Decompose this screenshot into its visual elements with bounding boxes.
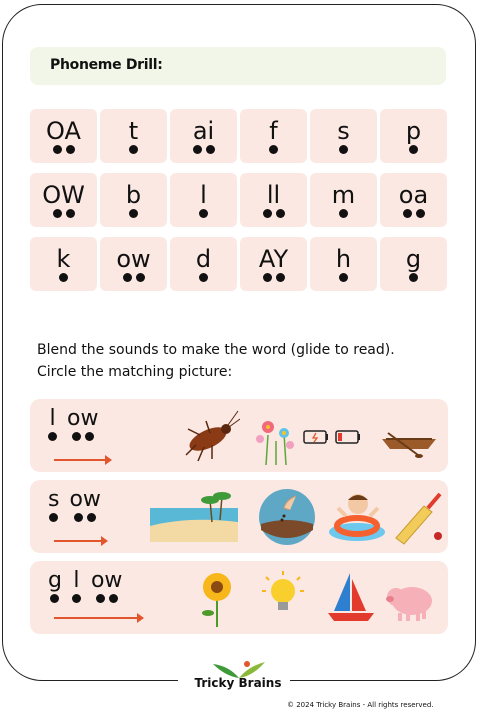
sound-dot — [53, 145, 62, 154]
phoneme-card — [100, 173, 167, 227]
sound-dot — [403, 209, 412, 218]
instruction-line-2: Circle the matching picture: — [37, 364, 233, 380]
low-battery-icon[interactable] — [302, 405, 366, 465]
sound-dot — [136, 273, 145, 282]
grapheme: k — [56, 244, 71, 273]
sound-dot — [72, 432, 81, 441]
sowing-seed-icon[interactable] — [256, 486, 318, 546]
sound-dot — [339, 209, 348, 218]
rowboat-icon[interactable] — [378, 405, 440, 465]
grapheme: g — [48, 568, 62, 593]
grapheme: oa — [398, 180, 429, 209]
sound-dot — [66, 209, 75, 218]
phoneme-card — [240, 173, 307, 227]
beach-icon[interactable] — [148, 486, 240, 546]
glide-arrow — [54, 617, 138, 619]
blend-segment — [48, 488, 59, 523]
grapheme: l — [73, 568, 80, 593]
cockroach-icon[interactable] — [178, 405, 240, 465]
grapheme: t — [128, 116, 139, 145]
phoneme-card — [30, 109, 97, 163]
sound-dot — [276, 209, 285, 218]
phoneme-card — [30, 237, 97, 291]
grapheme: g — [405, 244, 422, 273]
glide-arrow — [54, 459, 106, 461]
grapheme: s — [48, 487, 60, 512]
sunflower-icon[interactable] — [186, 567, 248, 627]
phoneme-card — [100, 109, 167, 163]
grapheme: ow — [69, 487, 101, 512]
leaf-icon — [209, 658, 269, 678]
copyright-text: © 2024 Tricky Brains - All rights reserved. — [287, 701, 434, 709]
boy-swim-ring-icon[interactable] — [326, 486, 388, 546]
grapheme: s — [337, 116, 350, 145]
lightbulb-icon[interactable] — [252, 567, 314, 627]
grapheme: p — [405, 116, 422, 145]
page-title: Phoneme Drill: — [50, 57, 163, 73]
grapheme: ai — [192, 116, 215, 145]
sound-dot — [409, 273, 418, 282]
sound-dot — [109, 594, 118, 603]
phoneme-card — [170, 109, 237, 163]
phoneme-card — [310, 237, 377, 291]
sound-dot — [339, 273, 348, 282]
sound-dot — [123, 273, 132, 282]
sound-dot — [59, 273, 68, 282]
grapheme: d — [195, 244, 212, 273]
blend-segment — [72, 569, 81, 604]
blend-row-low — [30, 399, 448, 472]
grapheme: f — [269, 116, 278, 145]
phoneme-grid — [30, 109, 448, 301]
sailboat-icon[interactable] — [320, 567, 382, 627]
sound-dot — [269, 145, 278, 154]
blend-segment — [67, 407, 98, 442]
blend-row-sow — [30, 480, 448, 553]
blend-segment — [91, 569, 122, 604]
sound-dot — [96, 594, 105, 603]
blend-row-glow — [30, 561, 448, 634]
phoneme-card — [30, 173, 97, 227]
phoneme-card — [380, 237, 447, 291]
sound-dot — [199, 273, 208, 282]
glide-arrow — [54, 540, 102, 542]
grapheme: AY — [258, 244, 289, 273]
grapheme: l — [200, 180, 207, 209]
sound-dot — [263, 273, 272, 282]
grapheme: ll — [266, 180, 281, 209]
phoneme-card — [310, 173, 377, 227]
grapheme: b — [125, 180, 142, 209]
sound-dot — [66, 145, 75, 154]
instructions — [37, 339, 457, 383]
blend-word — [48, 569, 122, 604]
grapheme: m — [331, 180, 356, 209]
blend-word — [48, 407, 98, 442]
phoneme-card — [240, 109, 307, 163]
phoneme-row — [30, 237, 448, 291]
sound-dot — [48, 432, 57, 441]
phoneme-card — [100, 237, 167, 291]
phoneme-card — [240, 237, 307, 291]
brand-logo — [183, 658, 293, 700]
brand-name: Tricky Brains — [194, 676, 282, 690]
sound-dot — [409, 145, 418, 154]
blend-segment — [48, 569, 62, 604]
blend-word — [48, 488, 101, 523]
cricket-bat-icon[interactable] — [386, 486, 448, 546]
blend-segment — [69, 488, 100, 523]
sound-dot — [85, 432, 94, 441]
grapheme: OA — [46, 116, 81, 145]
sound-dot — [339, 145, 348, 154]
phoneme-card — [380, 173, 447, 227]
sound-dot — [276, 273, 285, 282]
sound-dot — [129, 145, 138, 154]
sound-dot — [74, 513, 83, 522]
flowers-icon[interactable] — [246, 405, 308, 465]
instruction-line-1: Blend the sounds to make the word (glide to read). — [37, 342, 395, 358]
phoneme-row — [30, 109, 448, 163]
grapheme: ow — [116, 244, 151, 273]
sound-dot — [49, 513, 58, 522]
phoneme-card — [380, 109, 447, 163]
pig-icon[interactable] — [380, 567, 442, 627]
grapheme: l — [49, 406, 56, 431]
grapheme: ow — [67, 406, 99, 431]
grapheme: OW — [42, 180, 85, 209]
phoneme-row — [30, 173, 448, 227]
sound-dot — [50, 594, 59, 603]
sound-dot — [416, 209, 425, 218]
blend-segment — [48, 407, 57, 442]
sound-dot — [129, 209, 138, 218]
sound-dot — [72, 594, 81, 603]
sound-dot — [87, 513, 96, 522]
phoneme-card — [170, 237, 237, 291]
sound-dot — [193, 145, 202, 154]
header-bar — [30, 47, 446, 85]
phoneme-card — [310, 109, 377, 163]
sound-dot — [206, 145, 215, 154]
phoneme-card — [170, 173, 237, 227]
sound-dot — [199, 209, 208, 218]
sound-dot — [53, 209, 62, 218]
grapheme: h — [335, 244, 352, 273]
grapheme: ow — [90, 568, 123, 593]
sound-dot — [263, 209, 272, 218]
